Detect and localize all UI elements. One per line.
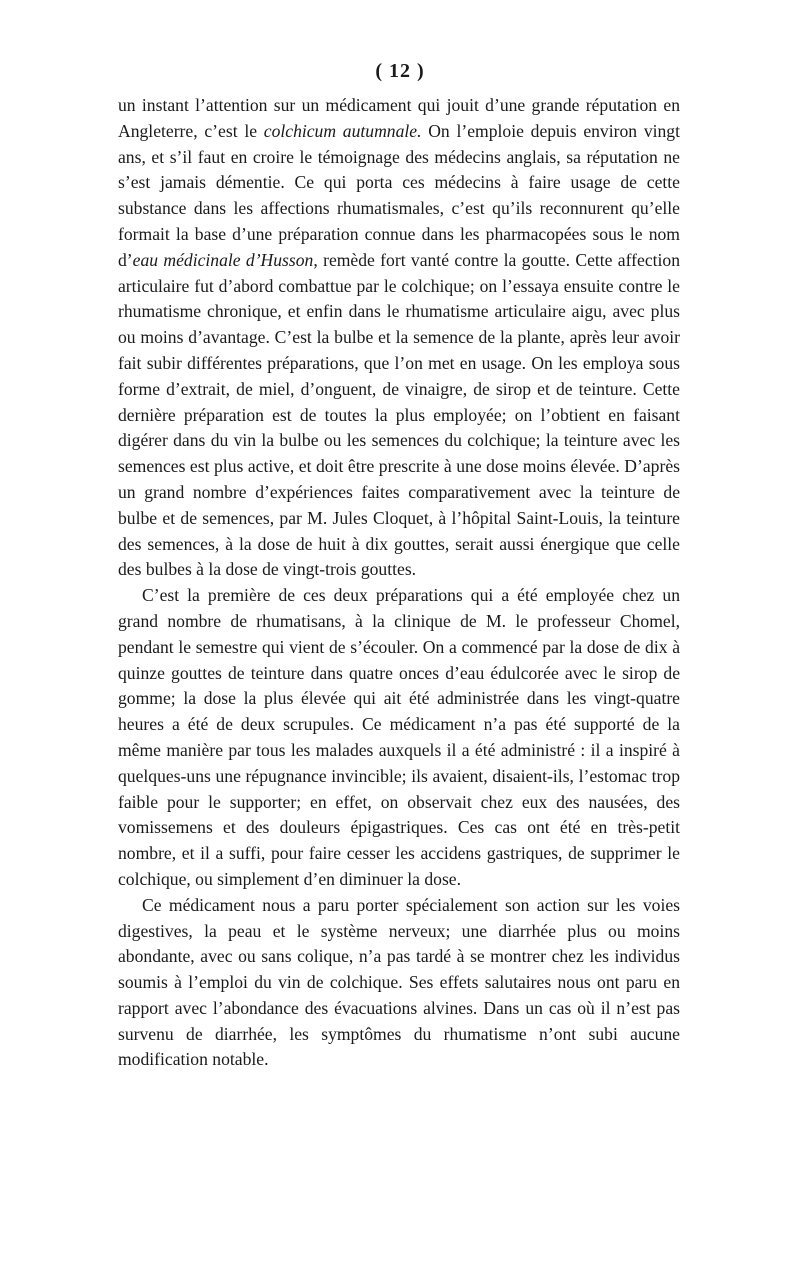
paragraph-text: , remède fort vanté contre la goutte. Cette affection articulaire fut d’abord combattue par le colchique; on l’essaya ensuite contre le rhumatisme chronique, et enfin dans le rhumatisme articulaire aigu, avec plus ou moins d’avantage. C’est la bulbe et la semence de la plante, après leur avoir fait subir différentes préparations, que l’on met en usage. On les employa sous forme d’extrait, de miel, d’onguent, de vinaigre, de sirop et de teinture. Cette dernière préparation est de toutes la plus employée; on l’obtient en faisant digérer dans du vin la bulbe ou les semences du colchique; la teinture avec les semences est plus active, et doit être prescrite à une dose moins élevée. D’après un grand nombre d’expériences faites comparativement avec la teinture de bulbe et de semences, par M. Jules Cloquet, à l’hôpital Saint-Louis, la teinture des semences, à la dose de huit à dix gouttes, serait aussi énergique que celle des bulbes à la dose de vingt-trois gouttes.: [118, 249, 680, 580]
paragraph-3: [118, 893, 680, 1074]
italic-term: eau médicinale d’Husson: [132, 249, 314, 270]
paragraph-text: un instant l’attention sur un médicament qui jouit d’une grande réputation en Angleterre, c’est le: [118, 95, 680, 141]
paragraph-text: Ce médicament nous a paru porter spécialement son action sur les voies digestives, la peau et le système nerveux; une diarrhée plus ou moins abondante, avec ou sans colique, n’a pas tardé à se montrer chez les individus soumis à l’emploi du vin de colchique. Ses effets salutaires nous ont paru en rapport avec l’abondance des évacuations alvines. Dans un cas où il n’est pas survenu de diarrhée, les symptômes du rhumatisme n’ont subi aucune modification notable.: [118, 894, 680, 1070]
italic-term: colchicum autumnale.: [263, 120, 422, 141]
paragraph-2: [118, 583, 680, 893]
paragraph-text: C’est la première de ces deux préparations qui a été employée chez un grand nombre de rhumatisans, à la clinique de M. le professeur Chomel, pendant le semestre qui vient de s’écouler. On a commencé par la dose de dix à quinze gouttes de teinture dans quatre onces d’eau édulcorée avec le sirop de gomme; la dose la plus élevée qui ait été administrée dans les vingt-quatre heures a été de deux scrupules. Ce médicament n’a pas été supporté de la même manière par tous les malades auxquels il a été administré : il a inspiré à quelques-uns une répugnance invincible; ils avaient, disaient-ils, l’estomac trop faible pour le supporter; en effet, on observait chez eux des nausées, des vomissemens et des douleurs épigastriques. Ces cas ont été en très-petit nombre, et il a suffi, pour faire cesser les accidens gastriques, de supprimer le colchique, ou simplement d’en diminuer la dose.: [118, 585, 680, 889]
paragraph-1: [118, 93, 680, 583]
body-text: [118, 93, 680, 1073]
paragraph-text: On l’emploie depuis environ vingt ans, et s’il faut en croire le témoignage des médecins anglais, sa réputation ne s’est jamais démentie. Ce qui porta ces médecins à faire usage de cette substance dans les affections rhumatismales, c’est qu’ils reconnurent qu’elle formait la base d’une préparation connue dans les pharmacopées sous le nom d’: [118, 120, 680, 270]
page-number: ( 12 ): [375, 60, 425, 82]
